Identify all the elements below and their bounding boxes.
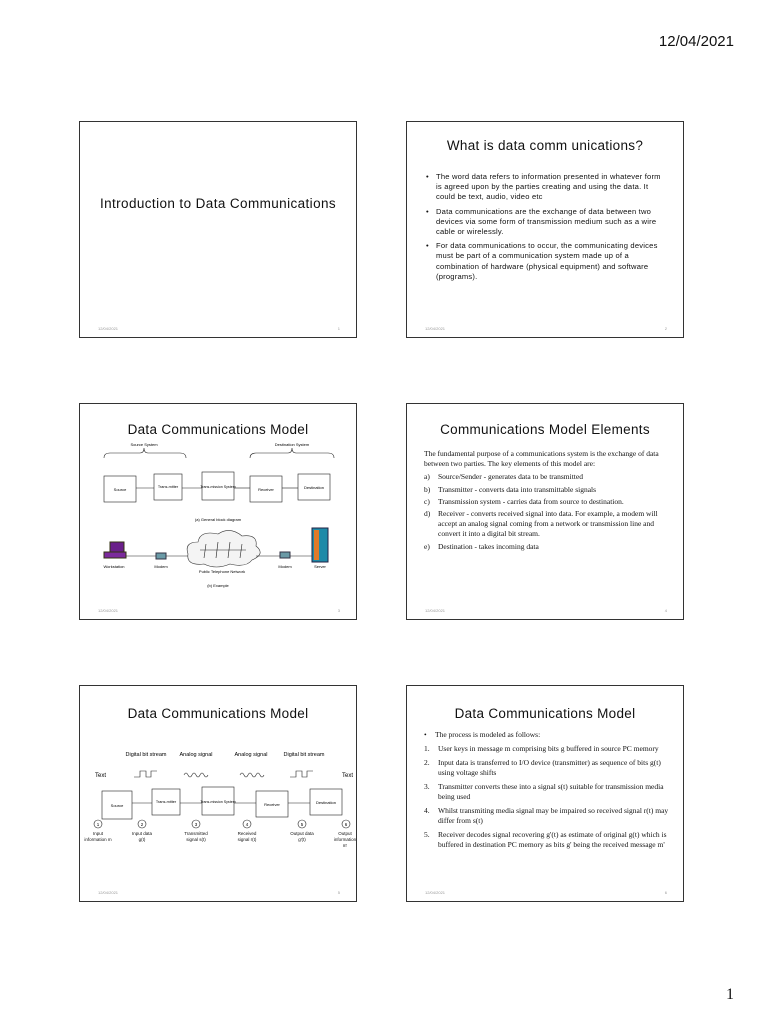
stage-number: 4 [245,822,249,827]
signal-flow-diagram [80,731,357,891]
element-list [424,472,673,551]
list-item-text: Receiver - converts received signal into data. For example, a modem will accept an analog signal coming from a network or transmission line and convert it into a digital bit stream. [438,509,658,539]
page-number: 1 [726,986,734,1003]
bullet-list [426,172,667,286]
list-item [424,758,673,778]
caption-a: (a) General block diagram [194,517,242,522]
list-marker: d) [424,509,431,519]
slide-4 [406,403,684,620]
signal-label: Analog signal [234,752,268,758]
block-label: Trans-mitter [157,485,179,489]
bullet-item: • The word data refers to information presented in whatever form is agreed upon by the parties creating and using the data. It could be text, audio, video etc [426,172,667,203]
slide-title: What is data comm unications? [446,138,644,153]
slide-footer-date: 12/04/2021 [425,608,446,613]
stage-label: Output information m' [333,831,357,848]
slide-title: Introduction to Data Communications [99,196,337,211]
stage-number: 1 [96,822,100,827]
slide-2 [406,121,684,338]
server-icon [312,528,328,562]
list-marker: 2. [424,758,430,767]
list-item [424,497,673,507]
list-item [424,830,673,850]
page-date: 12/04/2021 [658,33,734,50]
device-label: Workstation [103,564,125,569]
device-label: Server [314,564,326,569]
list-item [424,806,673,826]
list-marker: a) [424,472,430,482]
slide-footer-date: 12/04/2021 [98,326,119,331]
list-item-text: Whilst transmiting media signal may be impaired so received signal r(t) may differ from s(t) [438,806,669,825]
list-item-text: Input data is transferred to I/O device (transmitter) as sequence of bits g(t) using voltage shifts [438,758,661,777]
text-right: Text [342,773,354,779]
signal-label: Analog signal [179,752,213,758]
workstation-icon [104,542,126,558]
list-item-text: Receiver decodes signal recovering g'(t) as estimate of original g(t) which is buffered in destination PC memory as bits g' being the received message m' [438,830,667,849]
destination-system-brace [250,448,334,458]
device-label: Modem [278,564,292,569]
block-label: Destination [303,485,325,490]
block-label: Trans-mitter [155,800,177,804]
list-item-text: Source/Sender - generates data to be transmitted [438,472,583,482]
slide-number: 4 [664,608,667,613]
list-item-text: User keys in message m comprising bits g buffered in source PC memory [438,744,659,753]
list-item-text: Transmitter - converts data into transmittable signals [438,484,597,494]
stage-label: Output data g'(t) [290,831,314,842]
slide-number: 1 [337,326,340,331]
source-system-label: Source System [130,442,158,447]
slide-footer-date: 12/04/2021 [425,890,446,895]
stage-number: 2 [140,822,144,827]
list-item-text: Transmitter converts these into a signal s(t) suitable for transmission media being used [438,782,664,801]
signal-label: Digital bit stream [125,752,167,758]
slide-title: Data Communications Model [127,422,309,437]
stage-label: Transmitted signal s(t) [184,831,208,842]
caption-b: (b) Example [207,583,229,588]
stage-number: 5 [300,822,304,827]
block-label: Destination [315,800,337,805]
bullet-item: • Data communications are the exchange of data between two devices via some form of transmission medium such as a wire cable or wirelessly. [426,207,667,238]
slide-footer-date: 12/04/2021 [98,890,119,895]
device-label: Public Telephone Network [198,569,246,574]
list-marker: 3. [424,782,430,791]
analog-waveform-icon [240,773,264,777]
list-marker: 5. [424,830,430,839]
slide-title: Data Communications Model [127,706,309,721]
list-item [424,744,673,754]
process-list [424,744,673,850]
block-label: Trans-mission System [200,800,236,804]
slide-body [424,449,673,554]
slide-title: Communications Model Elements [440,422,650,437]
list-marker: c) [424,496,430,506]
list-item-text: Destination - takes incoming data [438,541,539,551]
list-item [424,542,673,552]
stage-labels [80,831,357,861]
slide-3 [79,403,357,620]
device-label: Modem [154,564,168,569]
slide-title: Data Communications Model [454,706,636,721]
text-left: Text [95,773,107,779]
slide-5 [79,685,357,902]
list-item [424,472,673,482]
list-item [424,485,673,495]
slide-number: 5 [337,890,340,895]
list-item-text: Transmission system - carries data from source to destination. [438,496,624,506]
source-system-brace [104,448,186,458]
slide-number: 6 [664,890,667,895]
stage-label: Input information m [84,831,112,842]
list-marker: 1. [424,744,430,753]
stage-number: 3 [194,822,198,827]
destination-system-label: Destination System [274,442,310,447]
slide-footer-date: 12/04/2021 [98,608,119,613]
list-item [424,782,673,802]
stage-number: 6 [344,822,348,827]
slide-body [424,730,673,854]
analog-waveform-icon [184,773,208,777]
signal-label: Digital bit stream [283,752,325,758]
intro-bullet: • The process is modeled as follows: [424,730,673,740]
list-marker: b) [424,484,431,494]
slide-footer-date: 12/04/2021 [425,326,446,331]
slide-number: 3 [337,608,340,613]
modem-icon [280,552,290,558]
stage-label: Input data g(t) [131,831,153,842]
bullet-item: • For data communications to occur, the communicating devices must be part of a communication system made up of a combination of hardware (physical equipment) and software (programs). [426,241,667,282]
block-diagram [80,442,357,617]
stage-label: Received signal r(t) [237,831,257,842]
slide-number: 2 [664,326,667,331]
slide-6 [406,685,684,902]
block-label: Trans-mission System [200,485,236,489]
digital-waveform-icon [290,771,313,777]
slide-1 [79,121,357,338]
block-label: Source [110,803,124,808]
modem-icon [156,553,166,559]
list-marker: 4. [424,806,430,815]
list-item [424,509,673,540]
intro-text: The fundamental purpose of a communications system is the exchange of data between two parties. The key elements of this model are: [424,449,659,469]
digital-waveform-icon [134,771,157,777]
block-label: Source [113,487,127,492]
list-marker: e) [424,541,430,551]
block-label: Receiver [258,487,274,492]
block-label: Receiver [264,802,280,807]
cloud-icon [187,530,260,567]
